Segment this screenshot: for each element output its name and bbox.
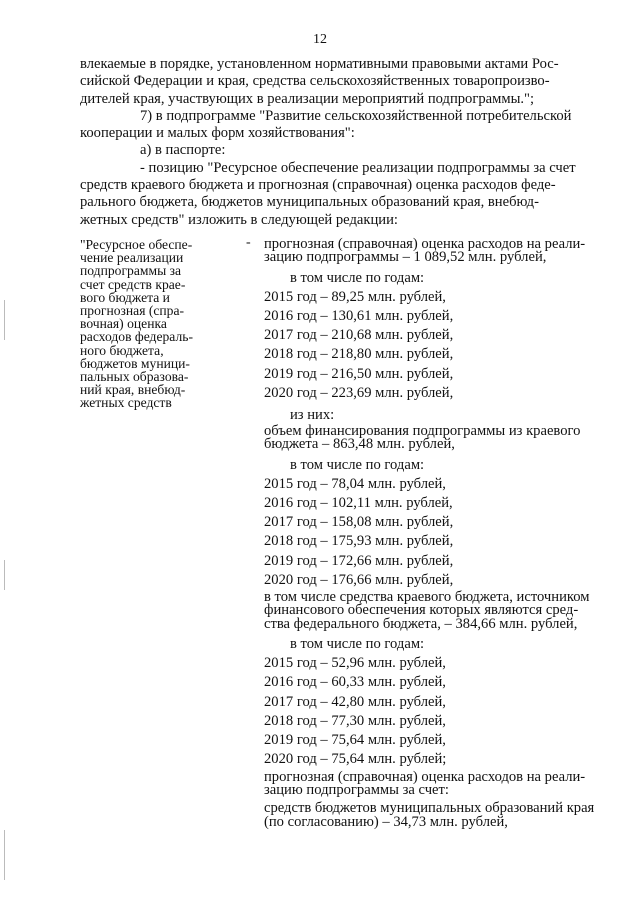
- year-amount: 2015 год – 78,04 млн. рублей,: [264, 475, 446, 492]
- passport-position-name: [80, 238, 240, 410]
- position-name-line: вого бюджета и: [80, 289, 170, 305]
- scan-edge-mark: [4, 560, 5, 590]
- federal-budget: [264, 591, 608, 631]
- regional-line: объем финансирования подпрограммы из краевого: [264, 423, 581, 440]
- regional-budget: [264, 425, 608, 452]
- body-text: [80, 56, 608, 229]
- total-line: зацию подпрограммы – 1 089,52 млн. рублей,: [264, 249, 547, 266]
- forecast-line: зацию подпрограммы за счет:: [264, 781, 449, 798]
- year-amount: 2020 год – 75,64 млн. рублей;: [264, 751, 447, 768]
- total-forecast: [264, 238, 608, 265]
- scan-edge-mark: [4, 300, 5, 340]
- position-name-line: ний края, внебюд-: [80, 382, 186, 398]
- year-amount: 2018 год – 77,30 млн. рублей,: [264, 712, 446, 729]
- year-amount: 2018 год – 175,93 млн. рублей,: [264, 533, 454, 550]
- position-name-line: расходов федераль-: [80, 329, 193, 345]
- item-7-line: 7) в подпрограмме "Развитие сельскохозяйственной потребительской: [140, 107, 572, 124]
- federal-line: финансового обеспечения которых являются сред-: [264, 602, 579, 619]
- position-name-line: счет средств крае-: [80, 276, 186, 292]
- intro-line: влекаемые в порядке, установленном нормативными правовыми актами Рос-: [80, 56, 559, 72]
- position-line: жетных средств" изложить в следующей редакции:: [80, 211, 398, 228]
- item-a: а) в паспорте:: [140, 142, 226, 159]
- regional-line: бюджета – 863,48 млн. рублей,: [264, 436, 455, 453]
- year-amount: 2019 год – 216,50 млн. рублей,: [264, 365, 454, 382]
- position-name-line: прогнозная (спра-: [80, 303, 185, 319]
- municipal-line: (по согласованию) – 34,73 млн. рублей,: [264, 813, 508, 830]
- position-name-line: подпрограммы за: [80, 263, 182, 279]
- year-amount: 2017 год – 210,68 млн. рублей,: [264, 327, 454, 344]
- position-name-line: "Ресурсное обеспе-: [80, 237, 193, 252]
- item-7-line: кооперации и малых форм хозяйствования":: [80, 125, 355, 142]
- municipal-budgets: [264, 802, 608, 829]
- passport-position-value: [264, 238, 608, 834]
- position-name-line: вочная) оценка: [80, 316, 167, 332]
- column-dash: -: [246, 235, 251, 250]
- year-amount: 2019 год – 172,66 млн. рублей,: [264, 552, 454, 569]
- by-years-label: в том числе по годам:: [290, 636, 425, 653]
- by-years-label: в том числе по годам:: [290, 456, 425, 473]
- federal-line: ства федерального бюджета, – 384,66 млн. рублей,: [264, 615, 578, 632]
- position-name-line: жетных средств: [80, 395, 172, 411]
- year-amount: 2020 год – 176,66 млн. рублей,: [264, 571, 454, 588]
- intro-line: сийской Федерации и края, средства сельскохозяйственных товаропроизво-: [80, 73, 550, 90]
- year-amount: 2016 год – 60,33 млн. рублей,: [264, 674, 446, 691]
- year-amount: 2019 год – 75,64 млн. рублей,: [264, 732, 446, 749]
- position-line: - позицию "Ресурсное обеспечение реализации подпрограммы за счет: [140, 159, 576, 176]
- year-amount: 2015 год – 89,25 млн. рублей,: [264, 288, 446, 305]
- forecast-line: прогнозная (справочная) оценка расходов на реали-: [264, 768, 586, 785]
- of-them-label: из них:: [290, 407, 335, 424]
- year-amount: 2017 год – 42,80 млн. рублей,: [264, 693, 446, 710]
- year-amount: 2018 год – 218,80 млн. рублей,: [264, 346, 454, 363]
- forecast-estimate: [264, 768, 608, 798]
- municipal-line: средств бюджетов муниципальных образований края: [264, 800, 595, 817]
- position-name-line: пальных образова-: [80, 369, 189, 385]
- year-amount: 2016 год – 102,11 млн. рублей,: [264, 495, 453, 512]
- position-name-line: ного бюджета,: [80, 342, 164, 358]
- position-line: рального бюджета, бюджетов муниципальных образований края, внебюд-: [80, 194, 539, 211]
- total-line: прогнозная (справочная) оценка расходов на реали-: [264, 236, 586, 252]
- position-name-line: чение реализации: [80, 250, 184, 266]
- position-line: средств краевого бюджета и прогнозная (справочная) оценка расходов феде-: [80, 177, 556, 194]
- by-years-label: в том числе по годам:: [290, 269, 425, 286]
- scan-edge-mark: [4, 830, 5, 880]
- federal-line: в том числе средства краевого бюджета, источником: [264, 589, 590, 606]
- year-amount: 2016 год – 130,61 млн. рублей,: [264, 308, 454, 325]
- position-name-line: бюджетов муници-: [80, 355, 190, 371]
- page-number: 12: [313, 32, 327, 47]
- year-amount: 2017 год – 158,08 млн. рублей,: [264, 514, 454, 531]
- year-amount: 2015 год – 52,96 млн. рублей,: [264, 655, 446, 672]
- intro-line: дителей края, участвующих в реализации мероприятий подпрограммы.";: [80, 90, 535, 107]
- year-amount: 2020 год – 223,69 млн. рублей,: [264, 384, 454, 401]
